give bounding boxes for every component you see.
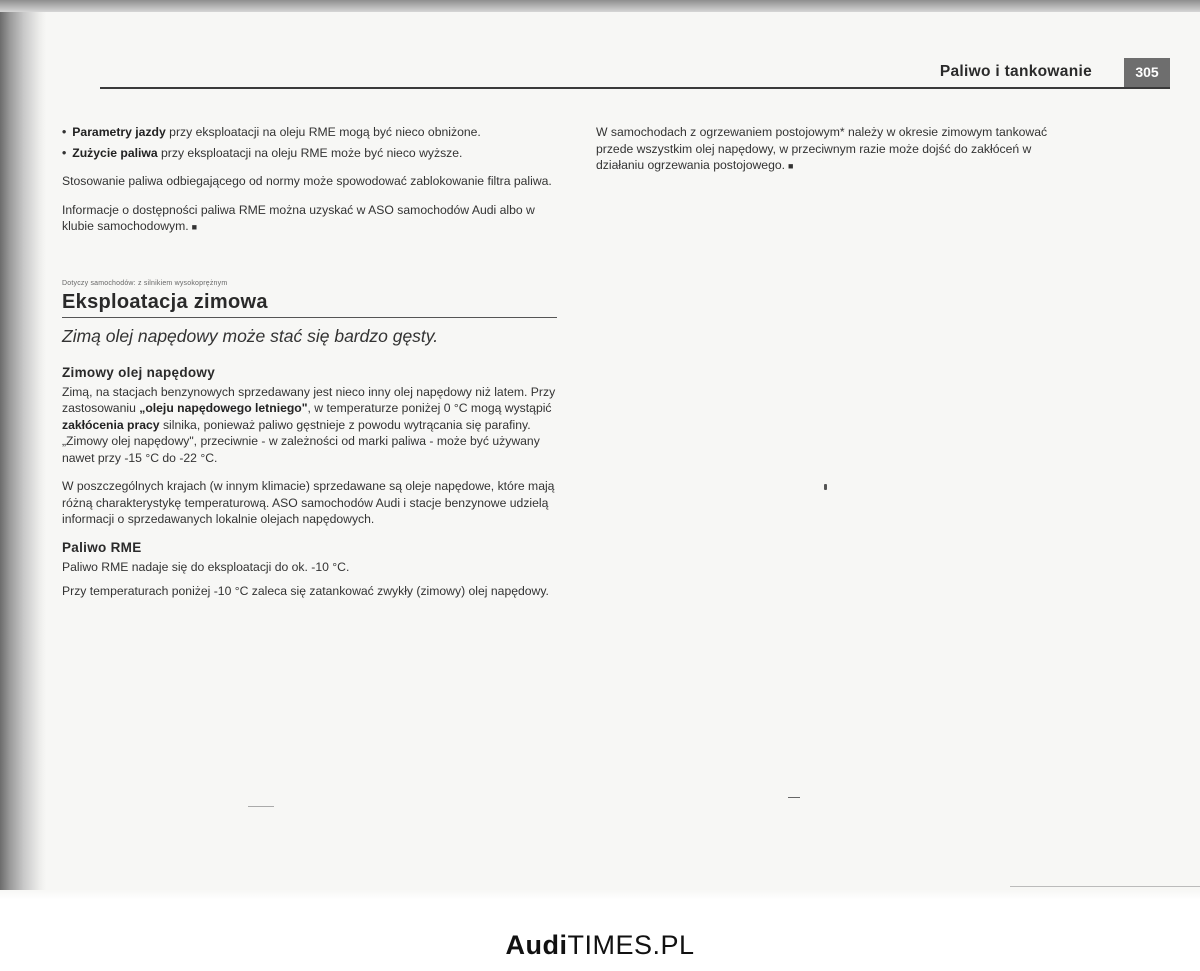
scan-top-edge: [0, 0, 1200, 12]
binding-shadow: [0, 12, 46, 900]
left-column: [62, 124, 557, 612]
page-number: 305: [1124, 58, 1170, 87]
bullet-bold: Parametry jazdy: [72, 125, 166, 139]
page-header: [100, 58, 1170, 88]
bullet-item: [62, 145, 557, 162]
subheading-winter-diesel: Zimowy olej napędowy: [62, 364, 216, 380]
paragraph-countries: W poszczególnych krajach (w innym klimacie) sprzedawane są oleje napędowe, które mają różną charakterystykę temperaturową. ASO samochodów Audi i stacje benzynowe udzielą informacji o sprzedawanych lokalnie olejach napędowych.: [62, 479, 555, 526]
bold-run: zakłócenia pracy: [62, 417, 160, 432]
paragraph-heater: [596, 124, 1056, 175]
bullet-text: przy eksploatacji na oleju RME może być nieco wyższe.: [157, 145, 463, 160]
paragraph-heater-text: W samochodach z ogrzewaniem postojowym* należy w okresie zimowym tankować przede wszystkim olej napędowy, w przeciwnym razie może dojść do zakłóceń w działaniu ogrzewania postojowego.: [596, 125, 1048, 172]
paragraph-rme-below: Przy temperaturach poniżej -10 °C zaleca się zatankować zwykły (zimowy) olej napędowy.: [62, 584, 549, 598]
section-note: Dotyczy samochodów: z silnikiem wysokoprężnym: [62, 279, 228, 287]
watermark-brand: [0, 930, 1200, 961]
bold-run: „oleju napędowego letniego": [139, 401, 308, 415]
paragraph-winter-diesel: [62, 384, 557, 467]
paragraph-filter: Stosowanie paliwa odbiegającego od normy może spowodować zablokowanie filtra paliwa.: [62, 174, 552, 188]
scan-dash: [788, 797, 800, 798]
header-rule: [100, 87, 1170, 89]
subheading-rme: Paliwo RME: [62, 539, 142, 555]
scan-dash: [248, 806, 274, 807]
bullet-item: [62, 124, 557, 141]
text-run: silnika, ponieważ paliwo gęstnieje z powodu wytrącania się parafiny. „Zimowy olej napędowy", przeciwnie - w zależności od marki paliwa - może być używany nawet przy -15 °C do -22 °C.: [62, 417, 540, 465]
brand-rest: TIMES.PL: [567, 930, 695, 960]
bullet-bold: Zużycie paliwa: [72, 145, 158, 160]
section-lead: Zimą olej napędowy może stać się bardzo gęsty.: [62, 325, 439, 346]
right-column: [596, 124, 1056, 187]
section-rule: [62, 317, 557, 318]
end-mark: ■: [788, 161, 794, 171]
page-edge: [0, 890, 1200, 900]
bullet-text: przy eksploatacji na oleju RME mogą być nieco obniżone.: [165, 125, 481, 139]
text-run: , w temperaturze poniżej 0 °C mogą wystąpić: [307, 401, 552, 415]
bullet-dot: •: [62, 145, 67, 160]
text-run: Zimą, na stacjach benzynowych sprzedawany jest nieco inny olej napędowy niż latem. Przy zastosowaniu: [62, 384, 556, 415]
section-title: Eksploatacja zimowa: [62, 290, 268, 313]
brand-bold: Audi: [505, 930, 568, 960]
page-bottom-edge: [1010, 886, 1200, 887]
running-title: Paliwo i tankowanie: [939, 63, 1092, 80]
paragraph-rme-text: Informacje o dostępności paliwa RME można uzyskać w ASO samochodów Audi albo w klubie samochodowym.: [62, 202, 535, 233]
paragraph-rme-info: [62, 202, 557, 236]
bullet-dot: •: [62, 125, 67, 139]
end-mark: ■: [191, 222, 198, 232]
scan-speck: [824, 484, 827, 490]
paragraph-rme-temp: Paliwo RME nadaje się do eksploatacji do ok. -10 °C.: [62, 559, 350, 574]
